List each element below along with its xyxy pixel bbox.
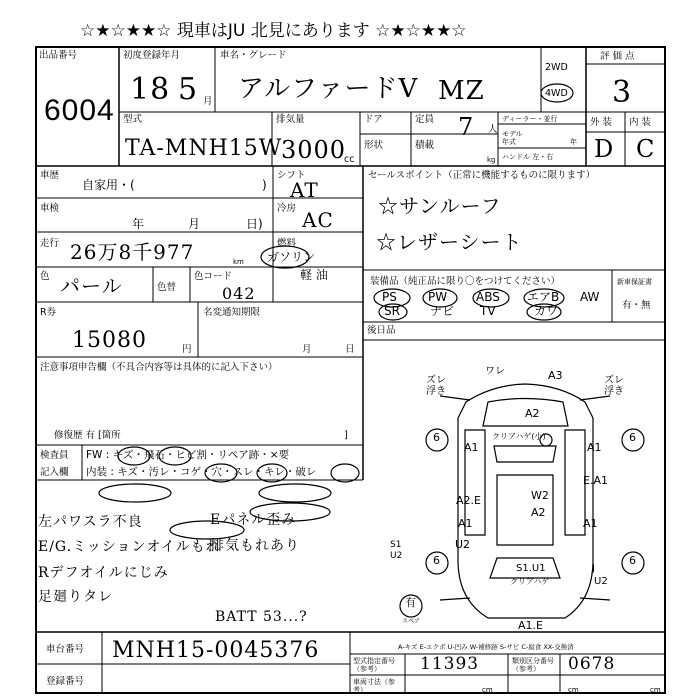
diag-ware: ワレ (485, 366, 505, 377)
equip-aw: AW (580, 290, 600, 304)
score-value: 3 (612, 75, 633, 110)
interior-row: 内装 : キズ・汚レ・コゲ・穴・スレ・キレ・破レ (86, 466, 317, 478)
reg-month: 5 (178, 72, 199, 107)
shift-label: シフト (277, 170, 306, 181)
mileage-value: 26万8千977 (70, 240, 195, 264)
disp-value: 3000 (281, 136, 347, 164)
repair-close: ] (344, 430, 348, 441)
diag-a1e: A1.E (518, 619, 543, 632)
reg-year: 18 (130, 72, 171, 107)
inspect-day: 日) (246, 217, 263, 231)
remark-6: 足廻りタレ (38, 589, 113, 605)
tire-rear-right: 6 (629, 554, 636, 567)
equip-pw: PW (428, 290, 448, 304)
seats-label: 定員 (415, 114, 435, 125)
color-label: 色 (40, 271, 50, 282)
use-label: 車歴 (40, 170, 60, 181)
diag-e-a1: E.A1 (583, 474, 608, 487)
equip-label: 装備品（純正品に限り〇をつけてください） (370, 276, 561, 287)
diag-a1-right: A1 (587, 441, 602, 454)
color-value: パール (60, 274, 123, 298)
door-label: ドア (364, 114, 383, 125)
inspect-year: 年 (132, 217, 145, 231)
diag-a3: A3 (548, 369, 563, 382)
change-day: 日 (345, 344, 355, 355)
int-value: C (636, 135, 656, 163)
inspect-month: 月 (188, 217, 201, 231)
spare-label: スペア (402, 618, 421, 625)
ext-label: 外 装 (590, 117, 613, 128)
header-title: ☆★☆★★☆ 現車はJU 北見にあります ☆★☆★★☆ (80, 21, 467, 41)
fuel-diesel: 軽 油 (300, 268, 328, 282)
equip-sr: SR (384, 304, 400, 318)
rcheck-label: R券 (40, 307, 57, 318)
inspect-label: 車検 (40, 203, 60, 214)
diag-u2: U2 (455, 538, 471, 551)
diag-a1-right2: A1 (583, 517, 598, 530)
fuel-gasoline: ガソリン (267, 250, 316, 264)
diag-zure-right: ズレ浮き (604, 375, 624, 397)
spec-value: 11393 (420, 654, 480, 674)
tire-rear-left: 6 (433, 554, 440, 567)
equip-airbag: エアB (527, 290, 560, 304)
ship-label: 登録番号 (46, 676, 85, 687)
color-code-label: 色コード (194, 271, 233, 282)
use-value: 自家用・( (82, 178, 135, 192)
class-value: 0678 (568, 654, 616, 674)
model-value: TA-MNH15W (125, 136, 283, 161)
diag-j: J (592, 563, 595, 574)
length-cm-1: cm (482, 686, 493, 694)
disp-unit: cc (344, 154, 355, 165)
disp-label: 排気量 (276, 114, 305, 125)
equip-ps: PS (382, 290, 397, 304)
load-unit: kg (487, 156, 496, 164)
notes-label: 注意事項申告欄（不具合内容等は具体的に記入下さい） (40, 362, 278, 373)
tire-front-left: 6 (433, 431, 440, 444)
equip-tv: TV (480, 304, 496, 318)
diag-w2: W2 (531, 489, 549, 502)
diag-a2e: A2.E (456, 494, 481, 507)
dealer-label: ディーラー・並行 (502, 115, 558, 123)
chassis-value: MNH15-0045376 (112, 638, 320, 663)
name-label: 車名・グレード (220, 50, 287, 61)
retrofit-label: 後日品 (367, 325, 396, 336)
writer-label: 記入欄 (40, 467, 69, 478)
rcheck-value: 15080 (72, 328, 147, 353)
equip-navi: ナビ (430, 304, 455, 318)
chassis-label: 車台番号 (46, 644, 85, 655)
diag-s1u1: S1.U1 (516, 563, 546, 574)
sales-point-2: ☆レザーシート (376, 230, 523, 254)
spec-label: 型式指定番号（参考） (353, 657, 395, 673)
color-change-label: 色替 (157, 282, 177, 293)
diag-zure-left: ズレ浮き (426, 375, 446, 397)
warranty-label: 新車保証書 (617, 278, 652, 286)
reg-month-unit: 月 (203, 96, 213, 107)
model-year-label: モデル年式 (502, 130, 523, 146)
diag-a2-mid: A2 (531, 506, 546, 519)
class-label: 類別区分番号（参考） (512, 657, 554, 673)
diag-a2-top: A2 (525, 407, 540, 420)
wd2-label: 2WD (545, 62, 568, 73)
handle-label: ハンドル 左・右 (502, 153, 554, 161)
score-label: 評 価 点 (600, 51, 635, 62)
reg-label: 初度登録年月 (123, 50, 181, 61)
ext-value: D (594, 135, 615, 163)
remark-3: E/G.ミッションオイルもれ (38, 539, 221, 555)
legend: A-キズ E-エクボ U-凹み W-補修跡 S-サビ C-腐食 XX-交換済 (398, 643, 574, 651)
color-code-value: 042 (222, 284, 256, 303)
diag-a1-left: A1 (464, 441, 479, 454)
remark-4: 排気もれあり (210, 538, 300, 554)
cool-value: AC (302, 208, 334, 232)
model-year-unit: 年 (570, 138, 577, 146)
equip-leather: カワ (534, 304, 559, 318)
diag-u2-right: U2 (594, 576, 608, 587)
car-name: アルファードV (238, 74, 419, 104)
shift-value: AT (290, 178, 319, 202)
length-cm-3: cm (650, 686, 661, 694)
diag-s1u2: S1 U2 (390, 540, 403, 561)
remark-2: Eパネル歪み (210, 512, 297, 528)
shape-label: 形状 (364, 140, 384, 151)
tire-front-right: 6 (629, 431, 636, 444)
remark-1: 左パワスラ不良 (38, 514, 143, 530)
equip-abs: ABS (476, 290, 500, 304)
checker-label: 検査員 (40, 450, 69, 461)
sales-point-1: ☆サンルーフ (378, 194, 502, 218)
model-label: 型式 (123, 114, 143, 125)
load-label: 積載 (415, 140, 435, 151)
cool-label: 冷房 (277, 203, 297, 214)
lot-label: 出品番号 (39, 50, 78, 61)
change-month: 月 (302, 344, 312, 355)
use-close: ) (262, 178, 267, 192)
diag-clear-top: クリアハゲ(小) (492, 432, 546, 441)
spare-yes: 有 (405, 596, 416, 609)
remark-7: BATT 53...? (215, 609, 308, 625)
seats-value: 7 (458, 113, 475, 141)
length-label: 車両寸法（参考） (353, 678, 395, 694)
fw-row: FW : キズ・飛石・ヒビ割・リペア跡・×要 (86, 449, 290, 461)
diag-a1-left2: A1 (458, 517, 473, 530)
diag-clear-bottom: クリアハゲ (510, 577, 550, 586)
change-label: 名変通知期限 (203, 307, 261, 318)
seats-unit: 人 (488, 124, 498, 135)
remark-5: Rデフオイルにじみ (38, 565, 169, 581)
rcheck-unit: 円 (182, 344, 192, 355)
length-cm-2: cm (568, 686, 579, 694)
mileage-label: 走行 (40, 238, 60, 249)
int-label: 内 装 (629, 117, 652, 128)
wd4-label: 4WD (545, 88, 568, 99)
lot-number: 6004 (44, 94, 115, 127)
fuel-label: 燃料 (277, 238, 297, 249)
car-grade: MZ (438, 76, 485, 106)
points-label: セールスポイント（正常に機能するものに限ります） (368, 170, 596, 181)
repair-label: 修復歴 有 [箇所 (54, 430, 121, 441)
mileage-unit: km (233, 258, 244, 266)
warranty-value: 有・無 (622, 300, 651, 311)
